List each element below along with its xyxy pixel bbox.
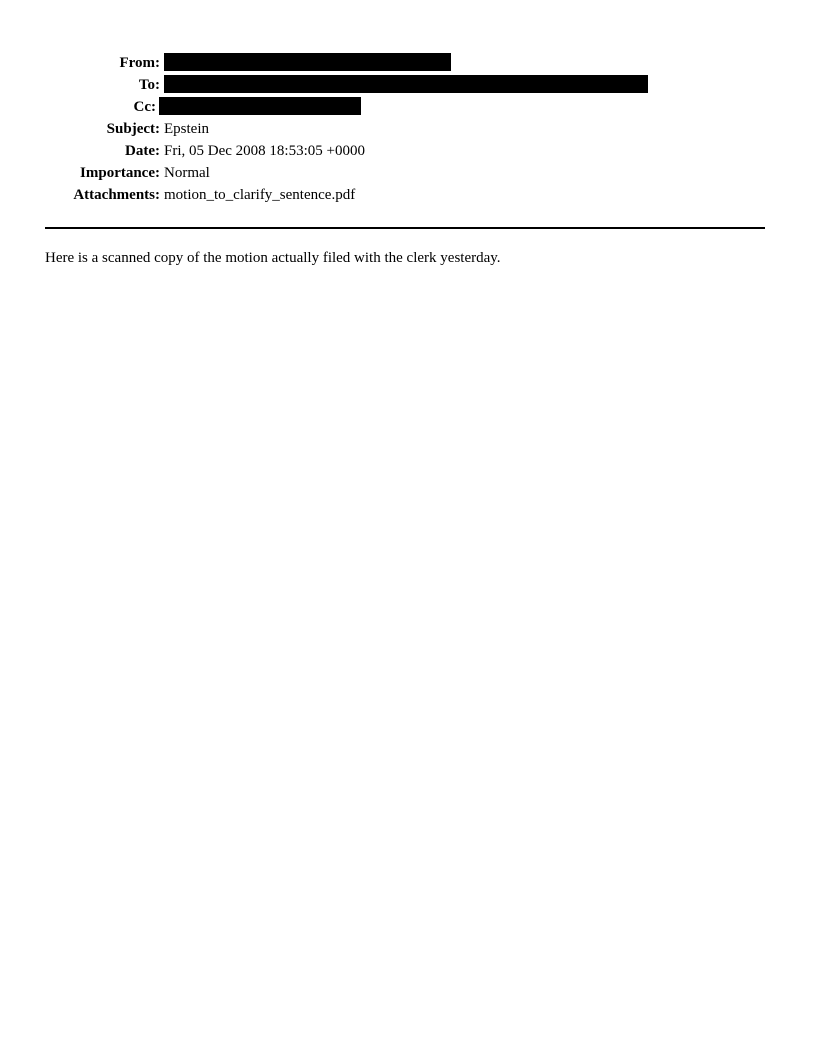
to-row bbox=[0, 74, 816, 96]
date-label: Date: bbox=[125, 143, 160, 159]
date-value: Fri, 05 Dec 2008 18:53:05 +0000 bbox=[164, 143, 365, 159]
cc-label: Cc: bbox=[133, 99, 156, 115]
importance-value: Normal bbox=[164, 165, 210, 181]
attachments-row bbox=[0, 184, 816, 206]
subject-label: Subject: bbox=[106, 121, 160, 137]
header-divider bbox=[45, 227, 765, 229]
importance-row bbox=[0, 162, 816, 184]
attachment-filename[interactable]: motion_to_clarify_sentence.pdf bbox=[164, 187, 356, 203]
to-redaction bbox=[164, 75, 648, 93]
from-redaction bbox=[164, 53, 451, 71]
from-row bbox=[0, 52, 816, 74]
email-body: Here is a scanned copy of the motion actually filed with the clerk yesterday. bbox=[45, 250, 501, 266]
subject-row bbox=[0, 118, 816, 140]
to-label: To: bbox=[138, 77, 160, 93]
cc-row bbox=[0, 96, 816, 118]
email-header bbox=[0, 52, 816, 206]
subject-value: Epstein bbox=[164, 121, 209, 137]
from-label: From: bbox=[119, 55, 160, 71]
importance-label: Importance: bbox=[80, 165, 160, 181]
cc-redaction bbox=[159, 97, 361, 115]
attachments-label: Attachments: bbox=[73, 187, 160, 203]
date-row bbox=[0, 140, 816, 162]
